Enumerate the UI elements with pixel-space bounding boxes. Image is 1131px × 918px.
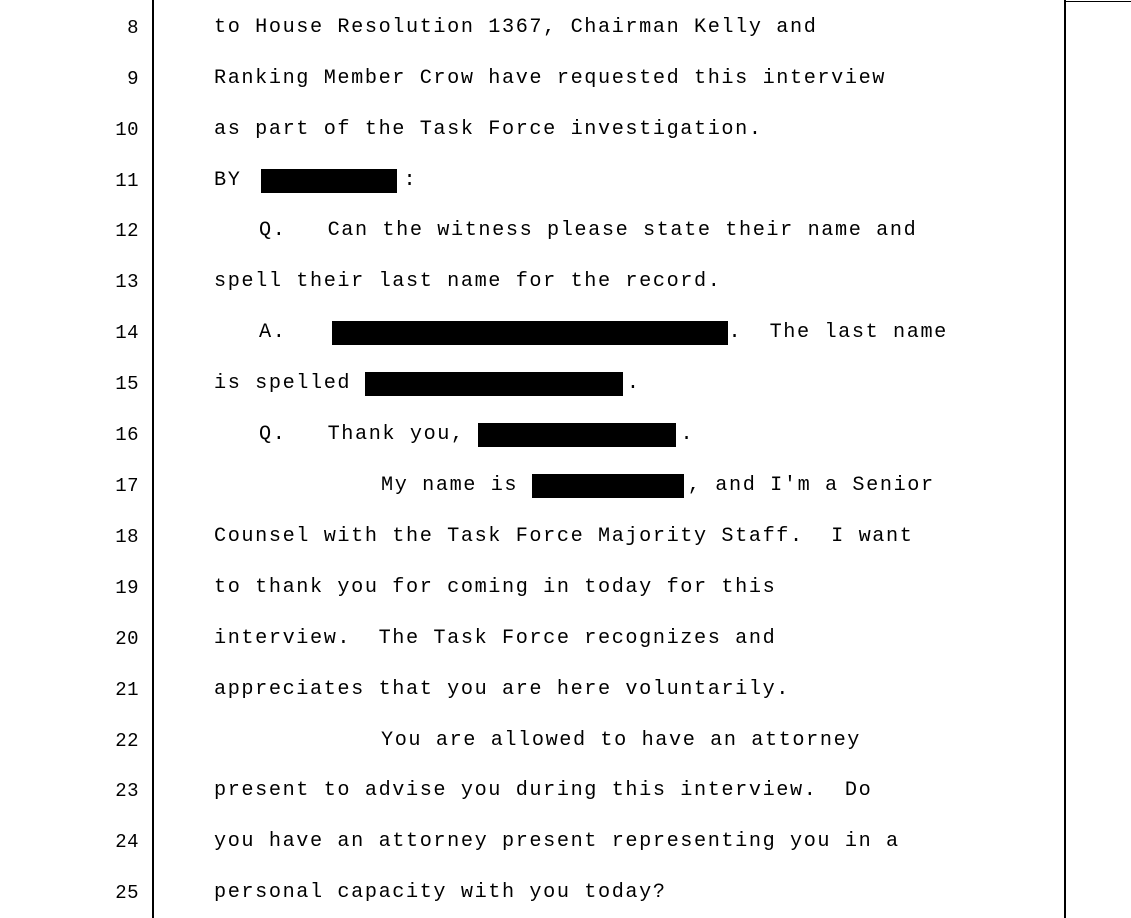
redaction-bar — [261, 169, 397, 193]
redaction-bar — [532, 474, 684, 498]
line-text: spell their last name for the record. — [214, 270, 722, 293]
transcript-line — [0, 163, 1131, 199]
transcript-line — [0, 315, 1131, 351]
line-text-head: Q. Thank you, — [259, 423, 479, 446]
transcript-line — [0, 672, 1131, 708]
line-text-tail: . — [626, 372, 641, 395]
line-text: Counsel with the Task Force Majority Staff. I want — [214, 525, 914, 548]
line-text: interview. The Task Force recognizes and — [214, 627, 777, 650]
line-text: Ranking Member Crow have requested this interview — [214, 67, 887, 90]
line-number: 25 — [115, 882, 139, 904]
line-text: present to advise you during this interview. Do — [214, 779, 873, 802]
colon: : — [403, 169, 418, 192]
top-rule — [1066, 1, 1131, 2]
line-number: 24 — [115, 831, 139, 853]
line-text — [381, 468, 935, 504]
transcript-line — [0, 213, 1131, 249]
line-number: 10 — [115, 119, 139, 141]
line-text: as part of the Task Force investigation. — [214, 118, 763, 141]
answer-prefix: A. — [259, 321, 287, 344]
transcript-line — [0, 417, 1131, 453]
redaction-bar — [478, 423, 676, 447]
transcript-line — [0, 366, 1131, 402]
transcript-line — [0, 621, 1131, 657]
line-text — [214, 163, 417, 199]
line-text-tail: , and I'm a Senior — [687, 474, 935, 497]
line-number: 23 — [115, 780, 139, 802]
line-number: 18 — [115, 526, 139, 548]
line-number: 17 — [115, 475, 139, 497]
line-number: 12 — [115, 220, 139, 242]
line-text — [259, 417, 694, 453]
line-number: 8 — [127, 17, 139, 39]
line-text — [259, 315, 948, 351]
line-text-head: is spelled — [214, 372, 365, 395]
line-text: personal capacity with you today? — [214, 881, 667, 904]
line-text: appreciates that you are here voluntarily. — [214, 678, 791, 701]
examiner-prefix: BY — [214, 169, 242, 192]
line-text: you have an attorney present representing you in a — [214, 830, 900, 853]
line-number: 14 — [115, 322, 139, 344]
line-number: 20 — [115, 628, 139, 650]
transcript-line — [0, 61, 1131, 97]
line-number: 15 — [115, 373, 139, 395]
line-number: 13 — [115, 271, 139, 293]
line-number: 9 — [127, 68, 139, 90]
redaction-bar — [365, 372, 623, 396]
transcript-line — [0, 519, 1131, 555]
line-number: 21 — [115, 679, 139, 701]
transcript-line — [0, 112, 1131, 148]
line-text: to House Resolution 1367, Chairman Kelly and — [214, 16, 818, 39]
transcript-line — [0, 10, 1131, 46]
transcript-line — [0, 773, 1131, 809]
transcript-line — [0, 468, 1131, 504]
line-text-tail: . — [680, 423, 695, 446]
transcript-line — [0, 723, 1131, 759]
transcript-line — [0, 570, 1131, 606]
line-text-tail: . The last name — [728, 321, 948, 344]
transcript-line — [0, 875, 1131, 911]
line-text: to thank you for coming in today for this — [214, 576, 777, 599]
line-number: 22 — [115, 730, 139, 752]
line-number: 16 — [115, 424, 139, 446]
transcript-line — [0, 264, 1131, 300]
line-number: 11 — [115, 170, 139, 192]
line-text — [214, 366, 641, 402]
line-text-head: My name is — [381, 474, 532, 497]
line-text: You are allowed to have an attorney — [381, 729, 862, 752]
redaction-bar — [332, 321, 728, 345]
line-text: Q. Can the witness please state their name and — [259, 219, 918, 242]
line-number: 19 — [115, 577, 139, 599]
transcript-line — [0, 824, 1131, 860]
